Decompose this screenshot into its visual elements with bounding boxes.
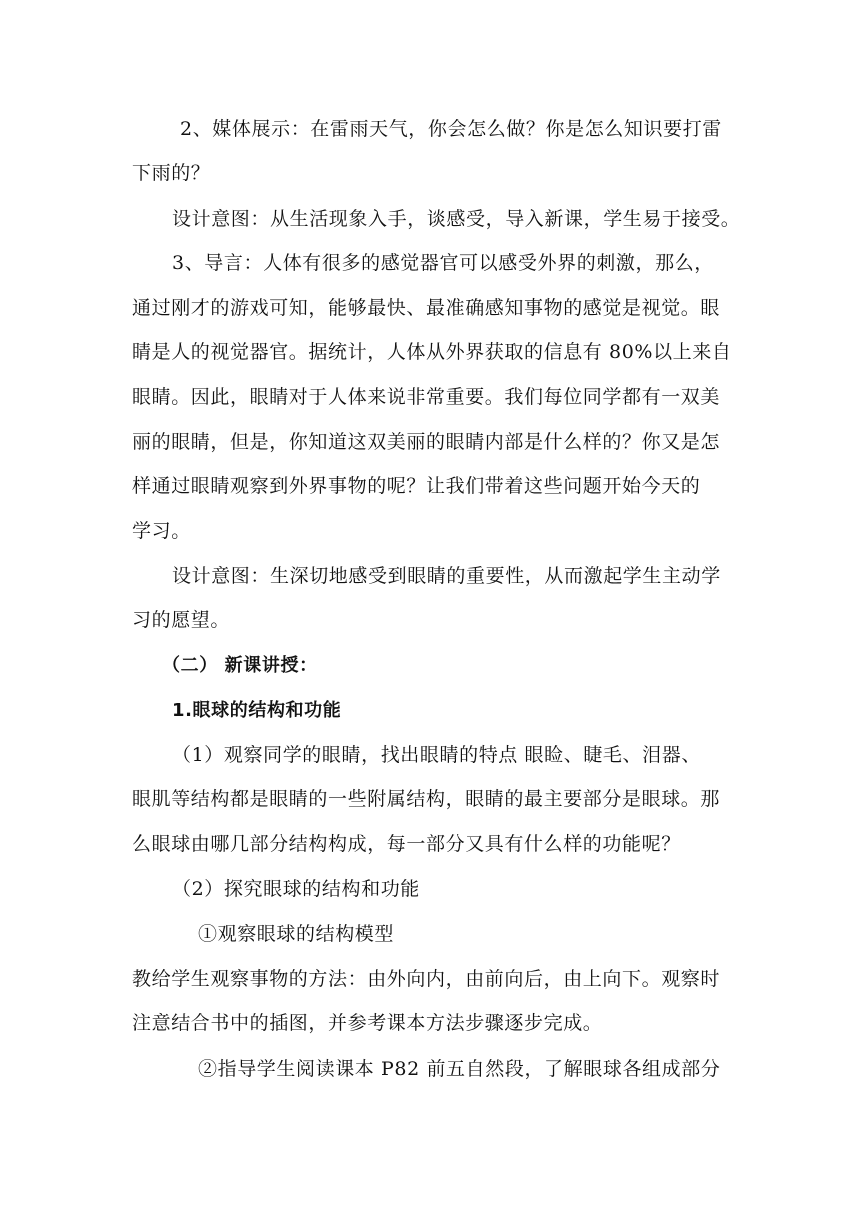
design-intent-2-line-1: 设计意图：生深切地感受到眼睛的重要性，从而激起学生主动学: [172, 565, 721, 587]
paragraph-introduction-line-2: 通过刚才的游戏可知，能够最快、最准确感知事物的感觉是视觉。眼: [132, 297, 721, 319]
paragraph-introduction-line-6: 样通过眼睛观察到外界事物的呢？让我们带着这些问题开始今天的: [132, 475, 701, 497]
paragraph-introduction-line-5: 丽的眼睛，但是，你知道这双美丽的眼睛内部是什么样的？你又是怎: [132, 431, 721, 453]
paragraph-observe-model: ①观察眼球的结构模型: [198, 923, 395, 945]
paragraph-explore-heading: （2）探究眼球的结构和功能: [172, 878, 420, 900]
paragraph-introduction-line-7: 学习。: [132, 520, 191, 542]
paragraph-media-display-line-2: 下雨的？: [132, 162, 211, 184]
section-heading-new-lesson: （二） 新课讲授：: [162, 655, 318, 676]
paragraph-introduction-line-4: 眼睛。因此，眼睛对于人体来说非常重要。我们每位同学都有一双美: [132, 386, 721, 408]
paragraph-method-line-2: 注意结合书中的插图，并参考课本方法步骤逐步完成。: [132, 1012, 603, 1034]
paragraph-observe-line-1: （1）观察同学的眼睛，找出眼睛的特点 眼睑、睫毛、泪器、: [172, 744, 701, 766]
paragraph-observe-line-2: 眼肌等结构都是眼睛的一些附属结构，眼睛的最主要部分是眼球。那: [132, 788, 721, 810]
paragraph-guide-reading: ②指导学生阅读课本 P82 前五自然段，了解眼球各组成部分: [198, 1058, 721, 1080]
subsection-heading-eyeball: 1.眼球的结构和功能: [172, 700, 342, 721]
paragraph-method-line-1: 教给学生观察事物的方法：由外向内，由前向后，由上向下。观察时: [132, 968, 721, 990]
paragraph-introduction-line-3: 睛是人的视觉器官。据统计，人体从外界获取的信息有 80%以上来自: [132, 341, 732, 363]
paragraph-introduction-line-1: 3、导言：人体有很多的感觉器官可以感受外界的刺激，那么，: [172, 252, 714, 274]
paragraph-media-display-line-1: 2、媒体展示：在雷雨天气，你会怎么做？你是怎么知识要打雷: [180, 118, 722, 140]
design-intent-1: 设计意图：从生活现象入手，谈感受，导入新课，学生易于接受。: [172, 208, 741, 230]
paragraph-observe-line-3: 么眼球由哪几部分结构构成，每一部分又具有什么样的功能呢？: [132, 833, 681, 855]
design-intent-2-line-2: 习的愿望。: [132, 609, 231, 631]
